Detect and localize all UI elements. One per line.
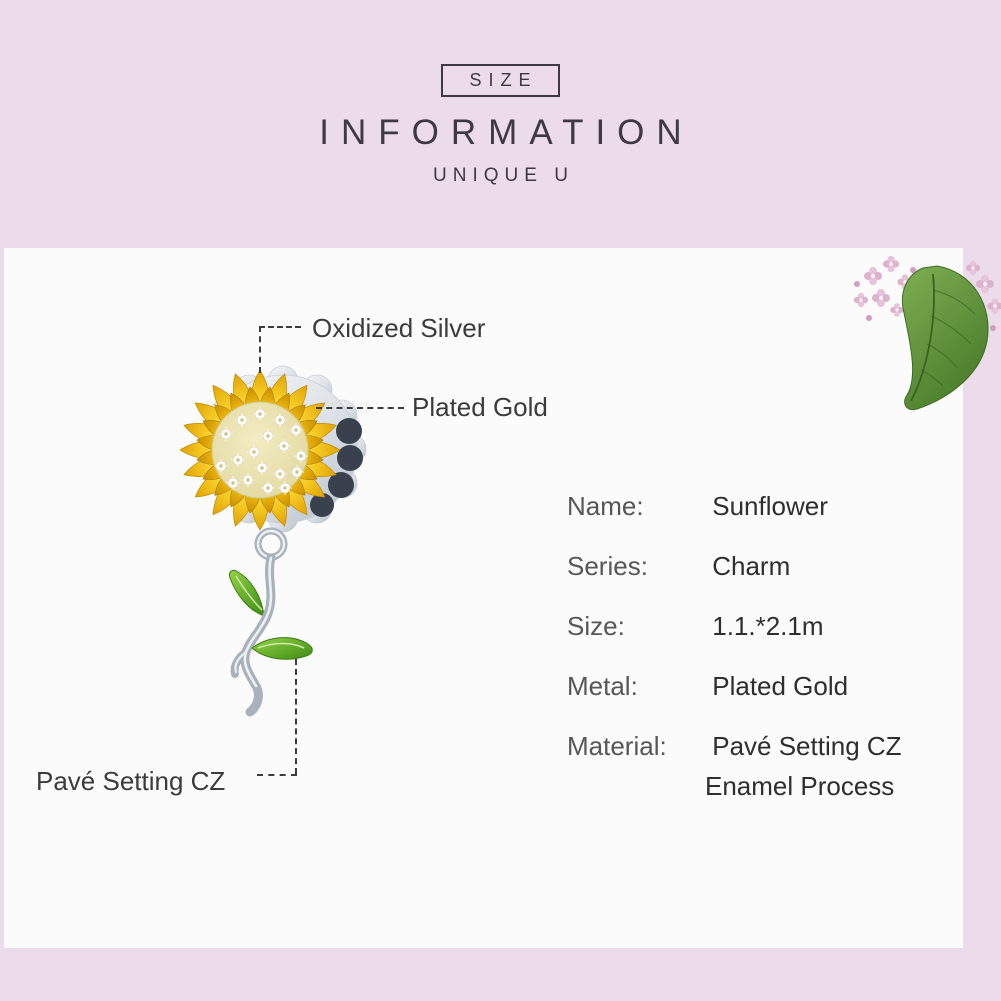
- header: [0, 0, 1001, 187]
- spec-value: Sunflower: [712, 491, 828, 521]
- header-subtitle: UNIQUE U: [433, 165, 574, 186]
- spec-label: Metal:: [567, 671, 638, 701]
- spec-row-series: [567, 546, 790, 586]
- lilac-leaf-decoration: [845, 246, 1001, 414]
- sunflower-charm-image: [150, 352, 390, 732]
- spec-value-line2: Enamel Process: [705, 771, 895, 801]
- product-panel: [4, 248, 963, 948]
- spec-label: Material:: [567, 731, 667, 761]
- size-badge: SIZE: [441, 64, 559, 97]
- bail-ring: [258, 531, 284, 557]
- callout-line-pave-vertical: [295, 659, 297, 774]
- callout-plated-gold: Plated Gold: [412, 392, 548, 422]
- callout-line-gold-horizontal: [316, 407, 404, 409]
- callout-oxidized-silver: Oxidized Silver: [312, 313, 486, 343]
- spec-value: 1.1.*2.1m: [712, 611, 824, 641]
- spec-label: Series:: [567, 551, 648, 581]
- callout-line-pave-horizontal: [257, 774, 297, 776]
- spec-row-size: [567, 606, 824, 646]
- page-title: INFORMATION: [319, 113, 694, 152]
- spec-value: Plated Gold: [712, 671, 849, 701]
- callout-line-oxidized-horizontal: [259, 326, 301, 328]
- spec-label: Name:: [567, 491, 644, 521]
- decoration-leaf: [902, 266, 988, 410]
- spec-value: Pavé Setting CZ: [712, 731, 902, 761]
- spec-value: Charm: [712, 551, 791, 581]
- callout-pave-setting-cz: Pavé Setting CZ: [36, 766, 226, 796]
- spec-row-metal: [567, 666, 848, 706]
- callout-line-oxidized-vertical: [259, 326, 261, 373]
- spec-row-material: [567, 726, 902, 806]
- spec-label: Size:: [567, 611, 625, 641]
- spec-row-name: [567, 486, 828, 526]
